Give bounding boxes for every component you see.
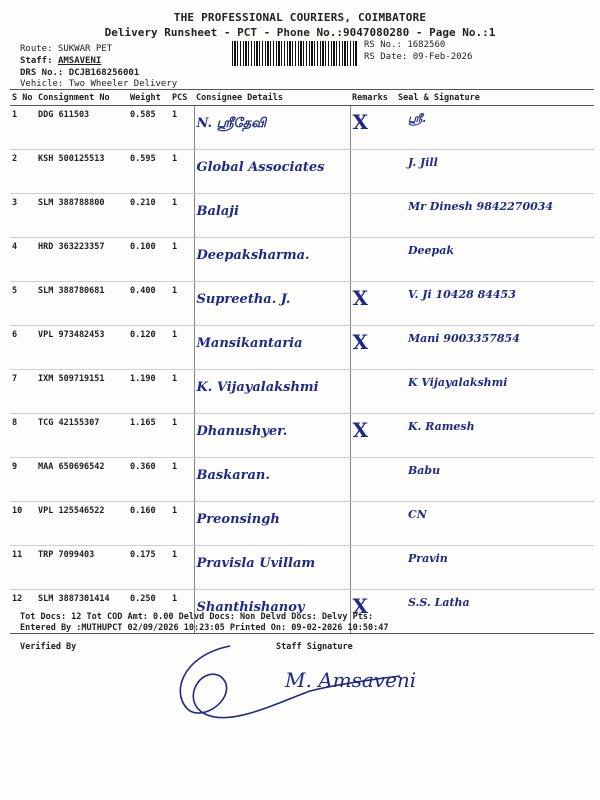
consignment-no-text: MAA 650696542 [38, 462, 105, 472]
consignment-no-text: VPL 125546522 [38, 506, 105, 516]
signature-cell-text: Pravin [408, 552, 448, 565]
sno-cell-text: 5 [12, 286, 18, 296]
signature-cell-text: Babu [408, 464, 441, 477]
consignment-no-text: TRP 7099403 [38, 550, 95, 560]
consignee-cell-text: Baskaran. [196, 468, 270, 483]
consignment-no-text: VPL 973482453 [38, 330, 105, 340]
consignee-cell [194, 458, 350, 502]
signature-cell [396, 326, 594, 370]
table-row [10, 150, 594, 194]
consignee-cell-text: Deepaksharma. [196, 248, 310, 263]
weight-cell-text: 0.360 [130, 462, 156, 472]
entered-line: Entered By :MUTHUPCT 02/09/2026 10:23:05 Printed On: 09-02-2026 10:50:47 [20, 623, 389, 633]
drs-label: DRS No.: [20, 68, 64, 78]
weight-cell-text: 0.175 [130, 550, 156, 560]
signature-cell-text: ஸ்ரீ. [408, 112, 427, 125]
signature-cell-text: K. Ramesh [408, 420, 475, 433]
consignment-no-text: SLM 388780681 [38, 286, 105, 296]
weight-cell [128, 370, 170, 414]
table-header [10, 90, 594, 106]
remark-cell [350, 326, 396, 370]
pcs-cell [170, 458, 194, 502]
consignee-cell-text: Mansikantaria [196, 336, 303, 351]
consignment-no [36, 150, 128, 194]
weight-cell-text: 0.595 [130, 154, 156, 164]
consignee-cell [194, 238, 350, 282]
signature-cell [396, 414, 594, 458]
sno-cell [10, 326, 36, 370]
sno-cell [10, 546, 36, 590]
consignee-cell [194, 326, 350, 370]
col-pcs: PCS [170, 90, 194, 106]
pcs-cell [170, 150, 194, 194]
consignment-no-text: TCG 42155307 [38, 418, 100, 428]
consignee-cell [194, 370, 350, 414]
sno-cell-text: 11 [12, 550, 23, 560]
col-consignment: Consignment No [36, 90, 128, 106]
sno-cell-text: 4 [12, 242, 18, 252]
signature-cell [396, 370, 594, 414]
col-weight: Weight [128, 90, 170, 106]
consignee-cell [194, 194, 350, 238]
signature-cell-text: V. Ji 10428 84453 [408, 288, 516, 301]
pcs-cell-text: 1 [172, 418, 178, 428]
remark-cell [350, 502, 396, 546]
sno-cell-text: 1 [12, 110, 18, 120]
weight-cell-text: 0.400 [130, 286, 156, 296]
sno-cell-text: 10 [12, 506, 23, 516]
pcs-cell-text: 1 [172, 462, 178, 472]
pcs-cell-text: 1 [172, 154, 178, 164]
pcs-cell [170, 194, 194, 238]
remark-cell [350, 194, 396, 238]
remark-cell [350, 282, 396, 326]
signature-cell-text: K Vijayalakshmi [408, 376, 508, 389]
consignee-cell-text: K. Vijayalakshmi [196, 380, 319, 395]
table-row [10, 194, 594, 238]
pcs-cell-text: 1 [172, 110, 178, 120]
remark-cell-text: X [352, 110, 369, 134]
sno-cell [10, 238, 36, 282]
signature-cell [396, 546, 594, 590]
weight-cell [128, 106, 170, 150]
col-remarks: Remarks [350, 90, 396, 106]
pcs-cell-text: 1 [172, 506, 178, 516]
pcs-cell-text: 1 [172, 242, 178, 252]
weight-cell-text: 0.210 [130, 198, 156, 208]
consignment-no-text: KSH 500125513 [38, 154, 105, 164]
remark-cell [350, 238, 396, 282]
pcs-cell-text: 1 [172, 550, 178, 560]
pcs-cell [170, 106, 194, 150]
signature-cell [396, 150, 594, 194]
consignee-cell-text: Global Associates [196, 160, 325, 175]
sno-cell [10, 370, 36, 414]
vehicle: Vehicle: Two Wheeler Delivery [20, 79, 178, 89]
sno-cell-text: 7 [12, 374, 18, 384]
table-row [10, 282, 594, 326]
pcs-cell [170, 502, 194, 546]
signature-cell [396, 590, 594, 634]
weight-cell [128, 238, 170, 282]
signature-cell-text: S.S. Latha [408, 596, 470, 609]
sno-cell [10, 414, 36, 458]
remark-cell [350, 106, 396, 150]
sno-cell-text: 2 [12, 154, 18, 164]
signature-cell [396, 458, 594, 502]
sno-cell-text: 6 [12, 330, 18, 340]
barcode [232, 41, 358, 66]
consignee-cell-text: Pravisla Uvillam [196, 556, 316, 571]
weight-cell [128, 502, 170, 546]
sno-cell [10, 150, 36, 194]
weight-cell-text: 0.100 [130, 242, 156, 252]
remark-cell [350, 458, 396, 502]
remark-cell [350, 370, 396, 414]
signature-cell [396, 238, 594, 282]
signature-cell-text: Mani 9003357854 [408, 332, 520, 345]
consignee-cell [194, 546, 350, 590]
table-row [10, 458, 594, 502]
signature-cell-text: CN [408, 508, 427, 521]
weight-cell [128, 194, 170, 238]
rs-date: RS Date: 09-Feb-2026 [364, 52, 473, 62]
sno-cell-text: 9 [12, 462, 18, 472]
sno-cell [10, 502, 36, 546]
staff-value: AMSAVENI [57, 56, 102, 66]
sno-cell-text: 3 [12, 198, 18, 208]
consignment-no [36, 194, 128, 238]
weight-cell [128, 150, 170, 194]
consignment-no-text: DDG 611503 [38, 110, 90, 120]
table-row [10, 238, 594, 282]
table-row [10, 546, 594, 590]
consignee-cell-text: Balaji [196, 204, 239, 219]
staff-signature-label: Staff Signature [276, 642, 353, 652]
signature-cell-text: Deepak [408, 244, 454, 257]
sno-cell-text: 8 [12, 418, 18, 428]
consignee-cell [194, 282, 350, 326]
pcs-cell [170, 238, 194, 282]
weight-cell [128, 546, 170, 590]
table-row [10, 414, 594, 458]
signature-cell [396, 282, 594, 326]
consignment-no-text: HRD 363223357 [38, 242, 105, 252]
consignee-cell [194, 502, 350, 546]
consignment-no [36, 458, 128, 502]
consignee-cell-text: Supreetha. J. [196, 292, 291, 307]
staff-label: Staff: [20, 56, 53, 66]
runsheet-title: Delivery Runsheet - PCT - Phone No.:9047080280 - Page No.:1 [104, 26, 496, 39]
drs-value: DCJB168256001 [68, 68, 140, 78]
totals-line: Tot Docs: 12 Tot COD Amt: 0.00 Delvd Docs: Non Delvd Docs: Delvy Pts: [20, 612, 374, 622]
weight-cell-text: 0.250 [130, 594, 156, 604]
pcs-cell [170, 282, 194, 326]
signature-cell [396, 106, 594, 150]
consignment-no [36, 326, 128, 370]
weight-cell-text: 1.190 [130, 374, 156, 384]
sno-cell-text: 12 [12, 594, 23, 604]
consignment-no [36, 238, 128, 282]
pcs-cell-text: 1 [172, 374, 178, 384]
consignment-no-text: SLM 388788800 [38, 198, 105, 208]
remark-cell [350, 414, 396, 458]
table-row [10, 106, 594, 150]
pcs-cell-text: 1 [172, 198, 178, 208]
remark-cell-text: X [352, 330, 369, 354]
consignment-no [36, 546, 128, 590]
weight-cell-text: 0.120 [130, 330, 156, 340]
weight-cell-text: 1.165 [130, 418, 156, 428]
sno-cell [10, 194, 36, 238]
pcs-cell [170, 414, 194, 458]
drs-no [20, 68, 139, 79]
remark-cell-text: X [352, 286, 369, 310]
rs-no: RS No.: 1682560 [364, 40, 446, 50]
remark-cell [350, 546, 396, 590]
consignee-cell-text: Preonsingh [196, 512, 280, 527]
runsheet-table [10, 89, 594, 634]
pcs-cell [170, 326, 194, 370]
pcs-cell [170, 546, 194, 590]
sno-cell [10, 106, 36, 150]
route: Route: SUKWAR PET [20, 44, 113, 54]
signature-cell [396, 502, 594, 546]
consignee-cell [194, 150, 350, 194]
consignee-cell [194, 414, 350, 458]
weight-cell [128, 326, 170, 370]
sno-cell [10, 282, 36, 326]
staff [20, 56, 101, 67]
table-row [10, 326, 594, 370]
remark-cell [350, 150, 396, 194]
col-seal: Seal & Signature [396, 90, 594, 106]
table-row [10, 502, 594, 546]
consignment-no-text: SLM 3887301414 [38, 594, 110, 604]
sno-cell [10, 458, 36, 502]
weight-cell [128, 282, 170, 326]
consignment-no-text: IXM 509719151 [38, 374, 105, 384]
remark-cell-text: X [352, 594, 369, 618]
pcs-cell [170, 370, 194, 414]
weight-cell-text: 0.160 [130, 506, 156, 516]
pcs-cell-text: 1 [172, 594, 178, 604]
remark-cell-text: X [352, 418, 369, 442]
weight-cell [128, 414, 170, 458]
consignee-cell-text: N. ஸ்ரீதேவி [196, 116, 267, 131]
pcs-cell-text: 1 [172, 286, 178, 296]
consignee-cell [194, 106, 350, 150]
verified-by: Verified By [20, 642, 77, 652]
consignee-cell-text: Shanthishanoy [196, 600, 305, 615]
pcs-cell-text: 1 [172, 330, 178, 340]
company-name: THE PROFESSIONAL COURIERS, COIMBATORE [173, 11, 427, 24]
staff-signature-text: M. Amsaveni [285, 668, 417, 692]
consignment-no [36, 106, 128, 150]
weight-cell [128, 458, 170, 502]
col-consignee: Consignee Details [194, 90, 350, 106]
consignment-no [36, 370, 128, 414]
consignment-no [36, 502, 128, 546]
signature-cell-text: Mr Dinesh 9842270034 [408, 200, 554, 213]
consignment-no [36, 414, 128, 458]
signature-cell-text: J. Jill [408, 156, 438, 169]
consignee-cell-text: Dhanushyer. [196, 424, 288, 439]
signature-cell [396, 194, 594, 238]
table-row [10, 370, 594, 414]
weight-cell-text: 0.585 [130, 110, 156, 120]
col-sno: S No [10, 90, 36, 106]
consignment-no [36, 282, 128, 326]
